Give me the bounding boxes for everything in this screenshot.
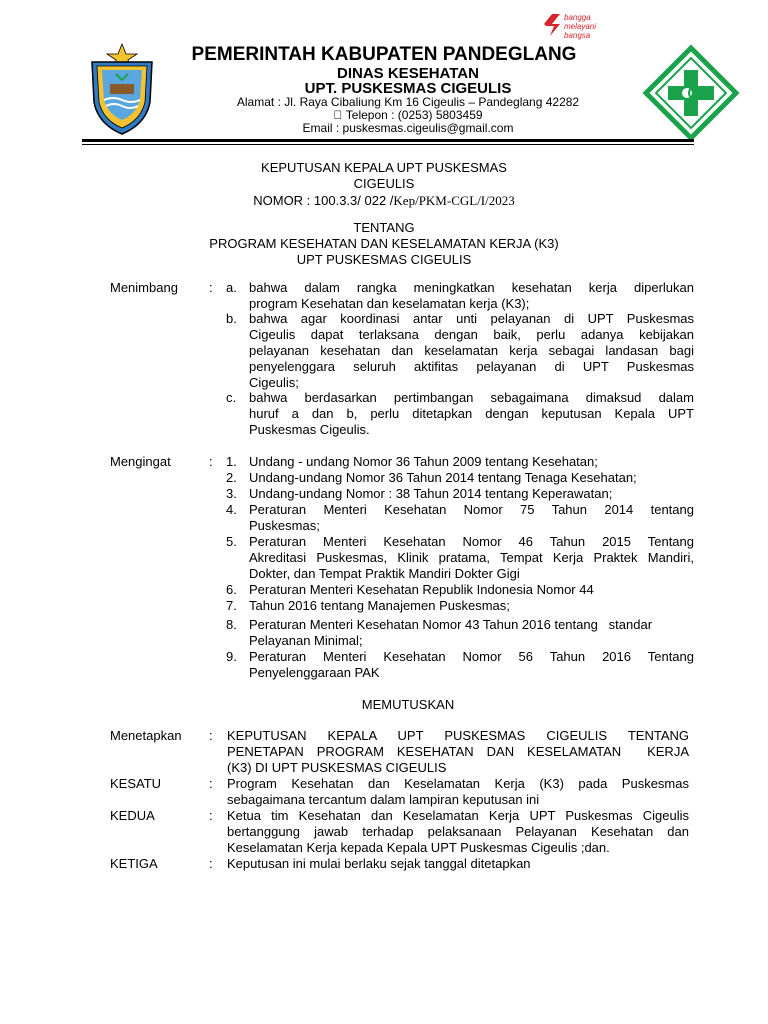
mengingat-8-line: Pelayanan Minimal; <box>249 633 363 648</box>
mengingat-marker-7: 7. <box>226 598 237 613</box>
ketiga-line: Keputusan ini mulai berlaku sejak tanggal ditetapkan <box>227 856 531 871</box>
kedua-line: bertanggung jawab terhadap pelaksanaan Pelayanan Kesehatan dan <box>227 824 689 839</box>
mengingat-5-line: Dokter, dan Tempat Praktik Mandiri Dokter Gigi <box>249 566 520 581</box>
mengingat-marker-3: 3. <box>226 486 237 501</box>
ketiga-colon: : <box>209 856 213 871</box>
menimbang-c-line: huruf a dan b, perlu ditetapkan dengan keputusan Kepala UPT <box>249 406 694 421</box>
menimbang-b-line: Cigeulis; <box>249 375 299 390</box>
mengingat-item-4 <box>249 502 694 534</box>
decree-number-suffix: Kep/PKM-CGL/I/2023 <box>393 193 515 208</box>
mengingat-4-line: Puskesmas; <box>249 518 320 533</box>
mengingat-marker-5: 5. <box>226 534 237 549</box>
kop-phone: Telepon : (0253) 5803459 <box>339 108 477 122</box>
menimbang-b-line: bahwa agar koordinasi antar unti pelayanan di UPT Puskesmas <box>249 311 694 326</box>
kop-divider-thick <box>82 139 694 142</box>
decree-title-1: KEPUTUSAN KEPALA UPT PUSKESMAS <box>261 160 507 175</box>
menimbang-b-line: Cigeulis dapat terlaksana dengan baik, perlu adanya kebijakan <box>249 327 694 342</box>
memutuskan-heading: MEMUTUSKAN <box>361 697 455 712</box>
decree-number <box>0 193 768 209</box>
kesatu-line: sebagaimana tercantum dalam lampiran keputusan ini <box>227 792 540 807</box>
mengingat-marker-4: 4. <box>226 502 237 517</box>
menimbang-b-line: pelayanan kesehatan dan keselamatan kerja sebagai landasan bagi <box>249 343 694 358</box>
mengingat-8-line: Peraturan Menteri Kesehatan Nomor 43 Tahun 2016 tentang standar <box>249 617 653 632</box>
mengingat-6-line: Peraturan Menteri Kesehatan Republik Indonesia Nomor 44 <box>249 582 594 597</box>
mengingat-item-5 <box>249 534 694 582</box>
mengingat-marker-8: 8. <box>226 617 237 632</box>
decree-title-2: CIGEULIS <box>353 176 415 191</box>
menimbang-c-line: bahwa berdasarkan pertimbangan sebagaimana dimaksud dalam <box>249 390 694 405</box>
kesatu-line: Program Kesehatan dan Keselamatan Kerja (K3) pada Puskesmas <box>227 776 689 791</box>
menimbang-marker-c: c. <box>226 390 237 405</box>
tentang-heading: TENTANG <box>353 220 415 235</box>
mengingat-marker-6: 6. <box>226 582 237 597</box>
kesatu-colon: : <box>209 776 213 791</box>
badge-text-2: melayani <box>564 22 597 31</box>
menimbang-colon: : <box>209 280 213 295</box>
subject-line-1: PROGRAM KESEHATAN DAN KESELAMATAN KERJA (K3) <box>209 236 559 251</box>
mengingat-item-7 <box>249 598 694 614</box>
mengingat-2-line: Undang-undang Nomor 36 Tahun 2014 tentang Tenaga Kesehatan; <box>249 470 637 485</box>
mengingat-1-line: Undang - undang Nomor 36 Tahun 2009 tentang Kesehatan; <box>249 454 598 469</box>
menimbang-marker-a: a. <box>226 280 237 295</box>
kop-upt: UPT. PUSKESMAS CIGEULIS <box>304 80 512 97</box>
menetapkan-colon: : <box>209 728 213 743</box>
kedua-colon: : <box>209 808 213 823</box>
mengingat-marker-2: 2. <box>226 470 237 485</box>
badge-text-3: bangsa <box>564 31 591 40</box>
mengingat-9-line: Penyelenggaraan PAK <box>249 665 380 680</box>
kedua-label: KEDUA <box>110 808 155 823</box>
ketiga-text <box>227 856 689 872</box>
kedua-line: Ketua tim Kesehatan dan Keselamatan Kerja UPT Puskesmas Cigeulis <box>227 808 689 823</box>
kesatu-text <box>227 776 689 808</box>
menimbang-b-line: penyelenggara seluruh aktifitas pelayanan di UPT Puskesmas <box>249 359 694 374</box>
mengingat-item-9 <box>249 649 694 681</box>
mengingat-item-8 <box>249 617 694 649</box>
menetapkan-label: Menetapkan <box>110 728 182 743</box>
mengingat-7-line: Tahun 2016 tentang Manajemen Puskesmas; <box>249 598 510 613</box>
ketiga-label: KETIGA <box>110 856 158 871</box>
mengingat-9-line: Peraturan Menteri Kesehatan Nomor 56 Tahun 2016 Tentang <box>249 649 694 664</box>
kop-divider-thin <box>82 144 694 145</box>
menimbang-item-b <box>249 311 694 391</box>
mengingat-marker-1: 1. <box>226 454 237 469</box>
kedua-line: Keselamatan Kerja kepada Kepala UPT Puskesmas Cigeulis ;dan. <box>227 840 610 855</box>
mengingat-3-line: Undang-undang Nomor : 38 Tahun 2014 tentang Keperawatan; <box>249 486 613 501</box>
bangga-melayani-bangsa-badge <box>542 10 632 40</box>
menetapkan-text <box>227 728 689 776</box>
kop-pemerintah: PEMERINTAH KABUPATEN PANDEGLANG <box>191 44 577 65</box>
menimbang-item-a <box>249 280 694 312</box>
menimbang-a-line: program Kesehatan dan keselamatan kerja (K3); <box>249 296 530 311</box>
menimbang-item-c <box>249 390 694 438</box>
decree-number-prefix: NOMOR : 100.3.3/ 022 / <box>253 193 394 208</box>
mengingat-item-2 <box>249 470 694 486</box>
mengingat-colon: : <box>209 454 213 469</box>
menimbang-c-line: Puskesmas Cigeulis. <box>249 422 370 437</box>
mengingat-5-line: Akreditasi Puskesmas, Klinik pratama, Tempat Kerja Praktek Mandiri, <box>249 550 694 565</box>
kedua-text <box>227 808 689 856</box>
kop-address: Alamat : Jl. Raya Cibaliung Km 16 Cigeulis – Pandeglang 42282 <box>236 95 580 109</box>
mengingat-item-1 <box>249 454 694 470</box>
kop-email: Email : puskesmas.cigeulis@gmail.com <box>302 121 514 135</box>
menetapkan-line: (K3) DI UPT PUSKESMAS CIGEULIS <box>227 760 447 775</box>
menimbang-a-line: bahwa dalam rangka meningkatkan kesehatan kerja diperlukan <box>249 280 694 295</box>
mengingat-item-6 <box>249 582 694 598</box>
mengingat-label: Mengingat <box>110 454 171 469</box>
mengingat-5-line: Peraturan Menteri Kesehatan Nomor 46 Tahun 2015 Tentang <box>249 534 694 549</box>
kesatu-label: KESATU <box>110 776 162 791</box>
subject-line-2: UPT PUSKESMAS CIGEULIS <box>296 252 472 267</box>
mengingat-4-line: Peraturan Menteri Kesehatan Nomor 75 Tahun 2014 tentang <box>249 502 694 517</box>
badge-logo-icon <box>542 10 632 40</box>
menimbang-label: Menimbang <box>110 280 178 295</box>
menetapkan-line: KEPUTUSAN KEPALA UPT PUSKESMAS CIGEULIS TENTANG <box>227 728 689 743</box>
menimbang-marker-b: b. <box>226 311 237 326</box>
kop-dinas: DINAS KESEHATAN <box>337 65 479 82</box>
mengingat-item-3 <box>249 486 694 502</box>
badge-text-1: bangga <box>564 13 591 22</box>
mengingat-marker-9: 9. <box>226 649 237 664</box>
menetapkan-line: PENETAPAN PROGRAM KESEHATAN DAN KESELAMATAN KERJA <box>227 744 689 759</box>
